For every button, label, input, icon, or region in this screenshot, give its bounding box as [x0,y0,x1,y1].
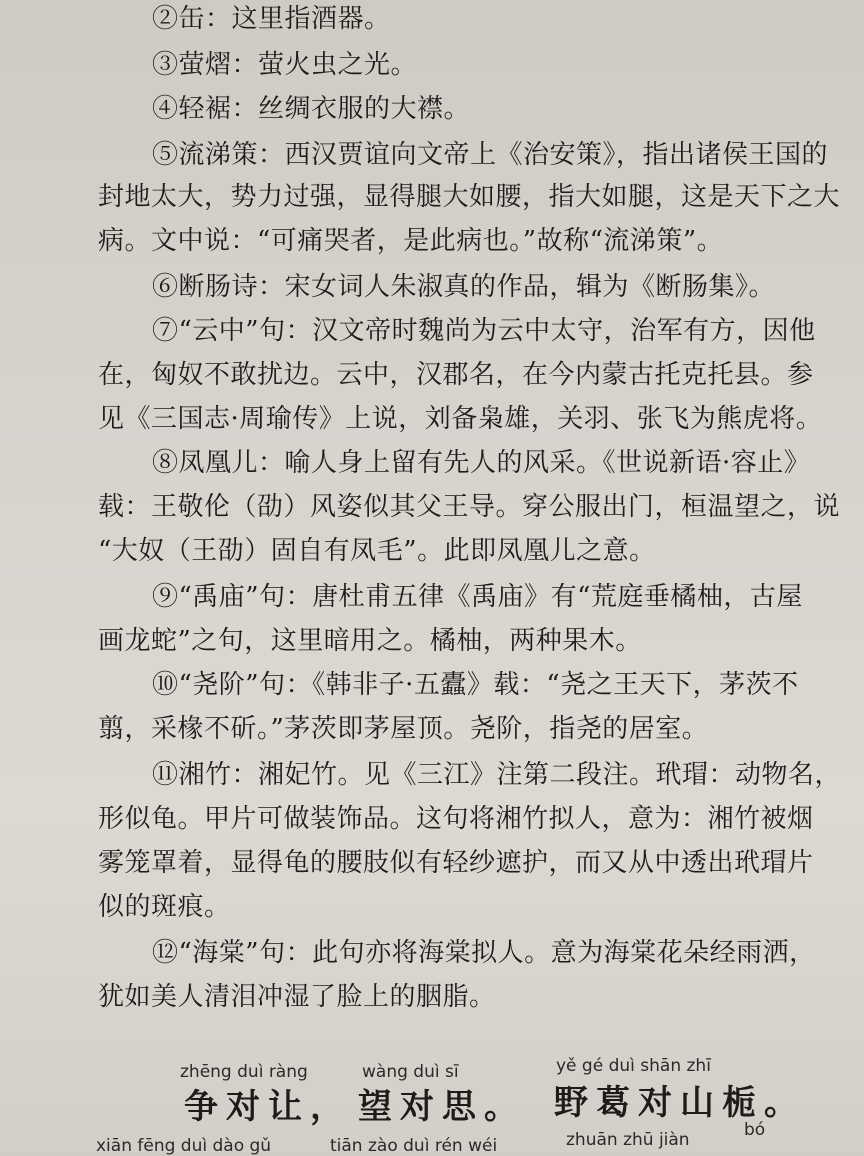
verse-1-phrase-c: 野葛对山栀。 [554,1083,806,1123]
note-8-line-2: 载：王敬伦（劭）风姿似其父王导。穿公服出门，桓温望之，说 [98,492,841,522]
verse-2-pinyin-b: tiān zào duì rén wéi [330,1136,498,1156]
note-10-line-1: ⑩“尧阶”句：《韩非子·五蠹》载：“尧之王天下，茅茨不 [152,670,799,700]
note-9-line-1: ⑨“禹庙”句：唐杜甫五律《禹庙》有“荒庭垂橘柚，古屋 [152,582,803,612]
note-7-line-2: 在，匈奴不敢扰边。云中，汉郡名，在今内蒙古托克托县。参 [98,360,814,390]
note-12-line-1: ⑫“海棠”句：此句亦将海棠拟人。意为海棠花朵经雨洒， [152,938,816,968]
verse-1-phrase-b: 望对思。 [358,1087,526,1127]
note-11-line-2: 形似龟。甲片可做装饰品。这句将湘竹拟人，意为：湘竹被烟 [98,804,814,834]
note-8-line-1: ⑧凤凰儿：喻人身上留有先人的风采。《世说新语·容止》 [152,448,811,478]
note-11-line-1: ⑪湘竹：湘妃竹。见《三江》注第二段注。玳瑁：动物名， [152,760,842,790]
verse-1-pinyin-c: yě gé duì shān zhī [556,1056,711,1076]
note-5-line-1: ⑤流涕策：西汉贾谊向文帝上《治安策》，指出诸侯王国的 [152,140,829,170]
note-8-line-3: “大奴（王劭）固自有凤毛”。此即凤凰儿之意。 [98,536,656,566]
note-11-line-3: 雾笼罩着，显得龟的腰肢似有轻纱遮护，而又从中透出玳瑁片 [98,848,814,878]
verse-1-phrase-a: 争对让， [184,1087,352,1127]
note-5-line-3: 病。文中说：“可痛哭者，是此病也。”故称“流涕策”。 [98,226,724,256]
verse-1-pinyin-a: zhēng duì ràng [180,1062,308,1082]
verse-2-pinyin-c: zhuān zhū jiàn [566,1130,690,1150]
verse-2-pinyin-a: xiān fēng duì dào gǔ [96,1136,272,1156]
note-10-line-2: 翦，采椽不斫。”茅茨即茅屋顶。尧阶，指尧的居室。 [98,714,709,744]
note-6: ⑥断肠诗：宋女词人朱淑真的作品，辑为《断肠集》。 [152,272,776,302]
note-9-line-2: 画龙蛇”之句，这里暗用之。橘柚，两种果木。 [98,626,642,656]
show-through-text [470,18,558,49]
verse-1-pinyin-b: wàng duì sī [362,1062,459,1082]
note-3: ③萤熠：萤火虫之光。 [152,50,418,80]
note-11-line-4: 似的斑痕。 [98,892,231,922]
note-7-line-1: ⑦“云中”句：汉文帝时魏尚为云中太守，治军有方，因他 [152,316,816,346]
note-4: ④轻裾：丝绸衣服的大襟。 [152,94,471,124]
note-2: ②缶：这里指酒器。 [152,4,391,34]
note-12-line-2: 犹如美人清泪冲湿了脸上的胭脂。 [98,982,496,1012]
note-7-line-3: 见《三国志·周瑜传》上说，刘备枭雄，关羽、张飞为熊虎将。 [98,404,823,434]
note-5-line-2: 封地太大，势力过强，显得腿大如腰，指大如腿，这是天下之大 [98,182,841,212]
verse-2-pinyin-d: bó [744,1120,766,1140]
